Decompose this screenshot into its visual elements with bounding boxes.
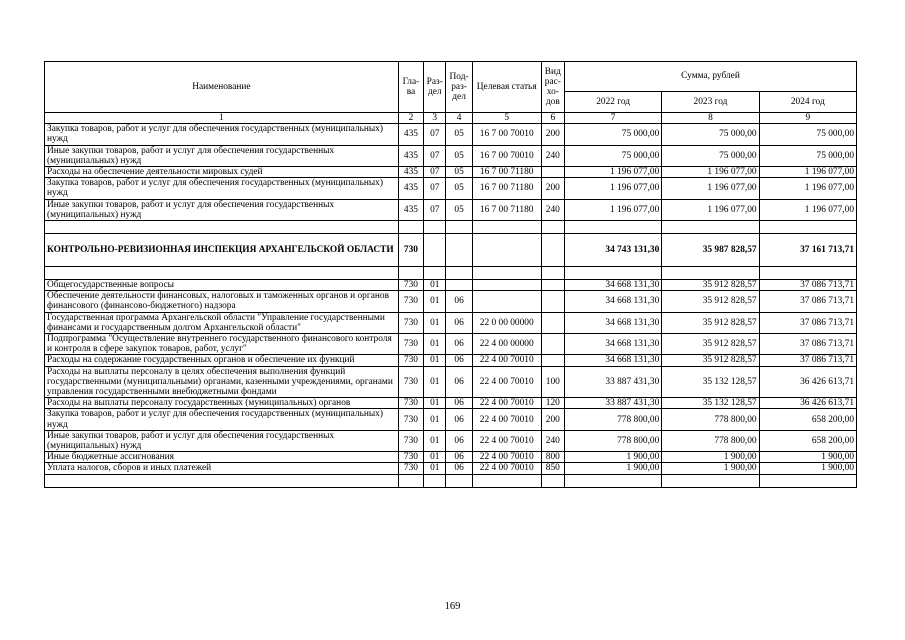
- row-podrazdel: 06: [446, 366, 472, 398]
- row-razdel: 01: [424, 452, 446, 463]
- row-sum-2023: 75 000,00: [662, 145, 759, 166]
- row-name: Иные бюджетные ассигнования: [45, 452, 399, 463]
- empty-cell: [662, 474, 759, 487]
- empty-cell: [398, 221, 423, 234]
- empty-cell: [759, 221, 856, 234]
- row-name: Расходы на выплаты персоналу в целях обеспечения выполнения функций государственными (муниципальными) органами, казенными учреждениями, органами управления государственными внебюджетными фондами: [45, 366, 399, 398]
- row-razdel: 01: [424, 355, 446, 366]
- row-name: Закупка товаров, работ и услуг для обеспечения государственных (муниципальных) нужд: [45, 409, 399, 430]
- row-razdel: 01: [424, 398, 446, 409]
- row-podrazdel: 06: [446, 312, 472, 333]
- row-target: 22 4 00 00000: [472, 334, 541, 355]
- row-sum-2024: 658 200,00: [759, 430, 856, 451]
- row-sum-2022: 1 196 077,00: [564, 178, 661, 199]
- row-sum-2023: 75 000,00: [662, 124, 759, 145]
- row-razdel: 07: [424, 124, 446, 145]
- row-sum-2023: 35 912 828,57: [662, 355, 759, 366]
- row-sum-2023: 1 196 077,00: [662, 178, 759, 199]
- column-index: 7: [564, 113, 661, 124]
- empty-cell: [759, 474, 856, 487]
- header-year-2022: 2022 год: [564, 92, 661, 113]
- empty-cell: [472, 474, 541, 487]
- row-name: Расходы на содержание государственных органов и обеспечение их функций: [45, 355, 399, 366]
- row-target: 16 7 00 70010: [472, 145, 541, 166]
- row-sum-2024: 37 161 713,71: [759, 234, 856, 267]
- empty-cell: [45, 474, 399, 487]
- row-target: 16 7 00 70010: [472, 124, 541, 145]
- row-target: 22 4 00 70010: [472, 452, 541, 463]
- row-glava: 435: [398, 167, 423, 178]
- header-sum: Сумма, рублей: [564, 62, 856, 92]
- empty-cell: [446, 474, 472, 487]
- row-sum-2023: 35 132 128,57: [662, 366, 759, 398]
- empty-cell: [424, 474, 446, 487]
- row-sum-2023: 1 196 077,00: [662, 167, 759, 178]
- row-sum-2024: 1 900,00: [759, 452, 856, 463]
- table-row: [45, 334, 857, 355]
- row-razdel: 07: [424, 199, 446, 220]
- row-sum-2024: 36 426 613,71: [759, 398, 856, 409]
- column-index: 2: [398, 113, 423, 124]
- row-podrazdel: 06: [446, 452, 472, 463]
- row-target: 16 7 00 71180: [472, 178, 541, 199]
- row-name: Обеспечение деятельности финансовых, налоговых и таможенных органов и органов финансового (финансово-бюджетного) надзора: [45, 291, 399, 312]
- empty-cell: [662, 267, 759, 280]
- header-vid: Вид рас-хо-дов: [541, 62, 564, 113]
- row-sum-2023: 35 912 828,57: [662, 334, 759, 355]
- header-year-2023: 2023 год: [662, 92, 759, 113]
- row-target: 22 4 00 70010: [472, 355, 541, 366]
- empty-cell: [564, 221, 661, 234]
- row-glava: 435: [398, 178, 423, 199]
- row-name: Иные закупки товаров, работ и услуг для обеспечения государственных (муниципальных) нужд: [45, 145, 399, 166]
- row-razdel: 01: [424, 463, 446, 474]
- column-index: 1: [45, 113, 399, 124]
- header-razdel: Раз-дел: [424, 62, 446, 113]
- row-sum-2022: 1 900,00: [564, 463, 661, 474]
- row-sum-2022: 34 743 131,30: [564, 234, 661, 267]
- empty-cell: [424, 221, 446, 234]
- row-vid: [541, 334, 564, 355]
- row-glava: 730: [398, 291, 423, 312]
- row-sum-2024: 75 000,00: [759, 145, 856, 166]
- row-razdel: 01: [424, 430, 446, 451]
- row-podrazdel: 06: [446, 398, 472, 409]
- header-row: [45, 62, 857, 92]
- row-target: [472, 291, 541, 312]
- blank-row: [45, 474, 857, 487]
- header-target: Целевая статья: [472, 62, 541, 113]
- table-row: [45, 409, 857, 430]
- empty-cell: [541, 474, 564, 487]
- row-sum-2023: 1 196 077,00: [662, 199, 759, 220]
- row-razdel: 01: [424, 291, 446, 312]
- row-razdel: 01: [424, 312, 446, 333]
- organization-row: [45, 234, 857, 267]
- header-name: Наименование: [45, 62, 399, 113]
- column-index-row: [45, 113, 857, 124]
- empty-cell: [541, 267, 564, 280]
- row-target: 22 4 00 70010: [472, 409, 541, 430]
- row-sum-2024: 1 196 077,00: [759, 178, 856, 199]
- row-sum-2024: 1 900,00: [759, 463, 856, 474]
- row-podrazdel: 06: [446, 430, 472, 451]
- row-sum-2022: 75 000,00: [564, 145, 661, 166]
- row-name: Иные закупки товаров, работ и услуг для обеспечения государственных (муниципальных) нужд: [45, 199, 399, 220]
- row-glava: 730: [398, 312, 423, 333]
- row-vid: 200: [541, 124, 564, 145]
- row-vid: 240: [541, 430, 564, 451]
- row-podrazdel: 06: [446, 463, 472, 474]
- header-podrazdel: Под-раз-дел: [446, 62, 472, 113]
- row-glava: 435: [398, 145, 423, 166]
- table-row: [45, 199, 857, 220]
- row-sum-2022: 34 668 131,30: [564, 280, 661, 291]
- row-podrazdel: 06: [446, 355, 472, 366]
- row-podrazdel: 06: [446, 334, 472, 355]
- empty-cell: [472, 221, 541, 234]
- row-sum-2024: 37 086 713,71: [759, 280, 856, 291]
- row-name: Закупка товаров, работ и услуг для обеспечения государственных (муниципальных) нужд: [45, 178, 399, 199]
- row-name: Подпрограмма "Осуществление внутреннего государственного финансового контроля и контроля в сфере закупок товаров, работ, услуг": [45, 334, 399, 355]
- empty-cell: [45, 267, 399, 280]
- row-sum-2022: 778 800,00: [564, 430, 661, 451]
- row-podrazdel: 05: [446, 167, 472, 178]
- row-podrazdel: 05: [446, 124, 472, 145]
- table-row: [45, 452, 857, 463]
- row-glava: 730: [398, 334, 423, 355]
- column-index: 8: [662, 113, 759, 124]
- table-row: [45, 355, 857, 366]
- table-row: [45, 312, 857, 333]
- row-sum-2022: 75 000,00: [564, 124, 661, 145]
- row-vid: [541, 355, 564, 366]
- empty-cell: [446, 267, 472, 280]
- row-target: 22 4 00 70010: [472, 398, 541, 409]
- row-vid: 240: [541, 145, 564, 166]
- row-target: 22 4 00 70010: [472, 463, 541, 474]
- row-podrazdel: 05: [446, 199, 472, 220]
- row-sum-2023: 778 800,00: [662, 430, 759, 451]
- row-sum-2023: 1 900,00: [662, 463, 759, 474]
- row-razdel: 01: [424, 409, 446, 430]
- row-name: КОНТРОЛЬНО-РЕВИЗИОННАЯ ИНСПЕКЦИЯ АРХАНГЕЛЬСКОЙ ОБЛАСТИ: [45, 234, 399, 267]
- table-body: [45, 124, 857, 487]
- row-vid: [541, 291, 564, 312]
- row-vid: 800: [541, 452, 564, 463]
- column-index: 9: [759, 113, 856, 124]
- table-row: [45, 463, 857, 474]
- row-sum-2024: 37 086 713,71: [759, 291, 856, 312]
- row-razdel: 01: [424, 334, 446, 355]
- column-index: 3: [424, 113, 446, 124]
- row-vid: 120: [541, 398, 564, 409]
- row-sum-2023: 1 900,00: [662, 452, 759, 463]
- blank-row: [45, 267, 857, 280]
- row-razdel: 07: [424, 145, 446, 166]
- table-row: [45, 178, 857, 199]
- row-name: Общегосударственные вопросы: [45, 280, 399, 291]
- row-sum-2024: 37 086 713,71: [759, 334, 856, 355]
- row-glava: 730: [398, 463, 423, 474]
- row-vid: 850: [541, 463, 564, 474]
- row-target: [472, 280, 541, 291]
- header-year-2024: 2024 год: [759, 92, 856, 113]
- row-vid: [541, 312, 564, 333]
- row-vid: 200: [541, 178, 564, 199]
- row-vid: [541, 234, 564, 267]
- empty-cell: [472, 267, 541, 280]
- table-row: [45, 291, 857, 312]
- row-sum-2022: 34 668 131,30: [564, 291, 661, 312]
- table-row: [45, 167, 857, 178]
- row-sum-2022: 34 668 131,30: [564, 355, 661, 366]
- row-glava: 730: [398, 409, 423, 430]
- table-row: [45, 366, 857, 398]
- row-razdel: 01: [424, 366, 446, 398]
- row-glava: 435: [398, 124, 423, 145]
- row-glava: 730: [398, 366, 423, 398]
- row-sum-2022: 1 196 077,00: [564, 167, 661, 178]
- empty-cell: [564, 267, 661, 280]
- row-podrazdel: 06: [446, 409, 472, 430]
- row-glava: 730: [398, 355, 423, 366]
- row-podrazdel: 05: [446, 145, 472, 166]
- row-vid: 100: [541, 366, 564, 398]
- row-glava: 730: [398, 398, 423, 409]
- row-glava: 730: [398, 280, 423, 291]
- empty-cell: [424, 267, 446, 280]
- row-sum-2024: 36 426 613,71: [759, 366, 856, 398]
- budget-table: [44, 61, 857, 488]
- row-sum-2024: 658 200,00: [759, 409, 856, 430]
- row-podrazdel: 06: [446, 291, 472, 312]
- row-glava: 730: [398, 430, 423, 451]
- row-sum-2022: 1 900,00: [564, 452, 661, 463]
- row-vid: [541, 280, 564, 291]
- column-index: 6: [541, 113, 564, 124]
- row-sum-2023: 35 912 828,57: [662, 280, 759, 291]
- empty-cell: [662, 221, 759, 234]
- empty-cell: [45, 221, 399, 234]
- row-sum-2023: 35 912 828,57: [662, 312, 759, 333]
- row-podrazdel: 05: [446, 178, 472, 199]
- row-name: Расходы на выплаты персоналу государственных (муниципальных) органов: [45, 398, 399, 409]
- empty-cell: [398, 267, 423, 280]
- row-razdel: 01: [424, 280, 446, 291]
- empty-cell: [541, 221, 564, 234]
- row-sum-2023: 35 987 828,57: [662, 234, 759, 267]
- empty-cell: [564, 474, 661, 487]
- row-razdel: [424, 234, 446, 267]
- row-target: 22 4 00 70010: [472, 366, 541, 398]
- row-razdel: 07: [424, 178, 446, 199]
- header-glava: Гла-ва: [398, 62, 423, 113]
- row-sum-2022: 33 887 431,30: [564, 398, 661, 409]
- column-index: 4: [446, 113, 472, 124]
- row-sum-2022: 34 668 131,30: [564, 312, 661, 333]
- row-target: [472, 234, 541, 267]
- row-sum-2023: 35 912 828,57: [662, 291, 759, 312]
- row-name: Закупка товаров, работ и услуг для обеспечения государственных (муниципальных) нужд: [45, 124, 399, 145]
- empty-cell: [446, 221, 472, 234]
- row-sum-2022: 33 887 431,30: [564, 366, 661, 398]
- row-razdel: 07: [424, 167, 446, 178]
- page-number: 169: [444, 601, 461, 612]
- row-target: 16 7 00 71180: [472, 199, 541, 220]
- empty-cell: [759, 267, 856, 280]
- empty-cell: [398, 474, 423, 487]
- row-glava: 730: [398, 452, 423, 463]
- row-sum-2022: 778 800,00: [564, 409, 661, 430]
- row-name: Расходы на обеспечение деятельности мировых судей: [45, 167, 399, 178]
- row-vid: 200: [541, 409, 564, 430]
- row-sum-2022: 34 668 131,30: [564, 334, 661, 355]
- row-name: Государственная программа Архангельской области "Управление государственными финансами и государственным долгом Архангельской области": [45, 312, 399, 333]
- row-vid: 240: [541, 199, 564, 220]
- row-glava: 435: [398, 199, 423, 220]
- row-sum-2024: 75 000,00: [759, 124, 856, 145]
- row-sum-2024: 1 196 077,00: [759, 167, 856, 178]
- table-row: [45, 145, 857, 166]
- row-name: Уплата налогов, сборов и иных платежей: [45, 463, 399, 474]
- row-name: Иные закупки товаров, работ и услуг для обеспечения государственных (муниципальных) нужд: [45, 430, 399, 451]
- table-row: [45, 398, 857, 409]
- row-target: 22 0 00 00000: [472, 312, 541, 333]
- row-vid: [541, 167, 564, 178]
- row-target: 22 4 00 70010: [472, 430, 541, 451]
- table-row: [45, 280, 857, 291]
- row-sum-2024: 1 196 077,00: [759, 199, 856, 220]
- blank-row: [45, 221, 857, 234]
- row-glava: 730: [398, 234, 423, 267]
- table-row: [45, 124, 857, 145]
- row-podrazdel: [446, 234, 472, 267]
- row-sum-2023: 35 132 128,57: [662, 398, 759, 409]
- row-podrazdel: [446, 280, 472, 291]
- row-sum-2024: 37 086 713,71: [759, 312, 856, 333]
- table-row: [45, 430, 857, 451]
- row-sum-2023: 778 800,00: [662, 409, 759, 430]
- row-target: 16 7 00 71180: [472, 167, 541, 178]
- column-index: 5: [472, 113, 541, 124]
- row-sum-2022: 1 196 077,00: [564, 199, 661, 220]
- row-sum-2024: 37 086 713,71: [759, 355, 856, 366]
